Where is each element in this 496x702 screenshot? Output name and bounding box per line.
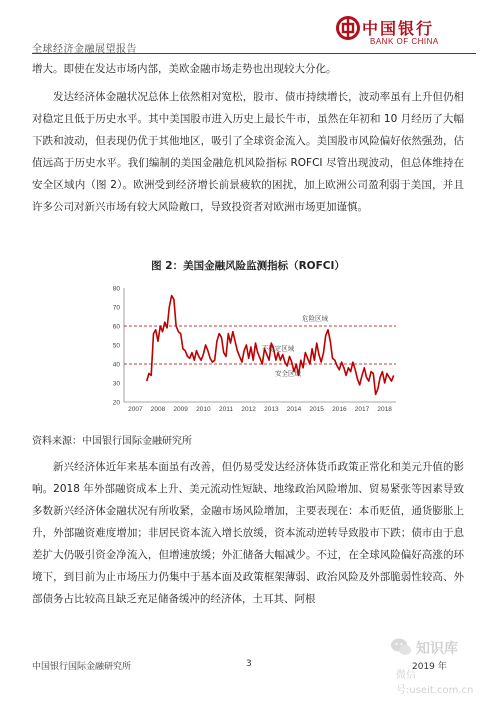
y-tick-label: 30	[112, 380, 120, 388]
x-tick-label: 2014	[286, 406, 302, 413]
x-tick-label: 2011	[219, 406, 233, 413]
x-tick-label: 2010	[196, 406, 211, 413]
y-tick-label: 60	[112, 323, 120, 331]
y-tick-label: 80	[112, 285, 120, 293]
watermark-title: 知识库	[416, 641, 458, 657]
paragraph-0-text: 增大。即使在发达市场内部，美欧金融市场走势也出现较大分化。	[32, 63, 337, 75]
figure-title: 图 2：美国金融风险监测指标（ROFCI）	[151, 260, 345, 272]
footer-institute: 中国银行国际金融研究所	[32, 662, 132, 672]
paragraph-2	[32, 456, 464, 610]
bank-of-china-logo	[336, 16, 476, 48]
y-tick-label: 50	[112, 342, 120, 350]
x-tick-label: 2009	[173, 406, 188, 413]
paragraph-2-text: 新兴经济体近年来基本面虽有改善，但仍易受发达经济体货币政策正常化和美元升值的影响。2018 年外部融资成本上升、美元流动性短缺、地缘政治风险增加、贸易紧张等因素导致多数新兴经济体金融状况有所收紧，金融市场风险增加，主要表现在：本币贬值，通货膨胀上升，外部融资难度增加；非居民资本流入增长放缓，资本流动逆转导致股市下跌；债市由于息差扩大仍吸引资金净流入，但增速放缓；外汇储备大幅减少。不过，在全球风险偏好高涨的环境下，到目前为止市场压力仍集中于基本面及政策框架薄弱、政治风险及外部脆弱性较高、外部债务占比较高且缺乏充足储备缓冲的经济体，土耳其、阿根	[32, 461, 464, 605]
rofci-line-chart	[100, 282, 400, 422]
report-header-title: 全球经济金融展望报告	[32, 44, 137, 55]
x-tick-label: 2013	[264, 406, 279, 413]
zone-label: 不稳定区域	[261, 344, 295, 353]
watermark-wechat-id: 微信号:useit.com.cn	[396, 670, 474, 696]
x-tick-label: 2017	[354, 406, 370, 413]
footer-year: 2019 年	[412, 662, 447, 672]
x-tick-label: 2012	[241, 406, 256, 413]
x-tick-label: 2008	[150, 406, 166, 413]
y-tick-label: 40	[112, 361, 120, 369]
y-tick-label: 70	[112, 304, 120, 312]
x-tick-label: 2016	[332, 406, 347, 413]
paragraph-0	[32, 58, 464, 80]
paragraph-1	[32, 86, 464, 218]
x-tick-label: 2015	[309, 406, 324, 413]
page-number: 3	[246, 659, 252, 669]
wechat-icon	[390, 636, 412, 658]
logo-english-text: BANK OF CHINA	[370, 37, 439, 46]
y-tick-label: 20	[112, 399, 120, 407]
header-rule	[32, 53, 476, 54]
paragraph-1-text: 发达经济体金融状况总体上依然相对宽松，股市、债市持续增长，波动率虽有上升但仍相对稳定且低于历史水平。其中美国股市进入历史上最长牛市，虽然在年初和 10 月经历了大幅下跌和波动，但表现仍优于其他地区，吸引了全球资金流入。美国股市风险偏好依然强劲，估值远高于历史水平。我们编制的美国金融危机风险指标 ROFCI 尽管出现波动，但总体维持在安全区域内（图 2）。欧洲受到经济增长前景疲软的困扰，加上欧洲公司盈利弱于美国，并且许多公司对新兴市场有较大风险敞口，导致投资者对欧洲市场更加谨慎。	[32, 91, 464, 213]
watermark	[388, 634, 492, 696]
x-tick-label: 2007	[128, 406, 143, 413]
zone-label: 安全区域	[275, 369, 301, 378]
logo-chinese-text: 中国银行	[362, 19, 435, 38]
figure-source: 资料来源：中国银行国际金融研究所	[32, 436, 192, 447]
bank-of-china-emblem-icon	[336, 16, 360, 40]
zone-label: 危险区域	[302, 314, 328, 323]
x-tick-label: 2018	[377, 406, 392, 413]
